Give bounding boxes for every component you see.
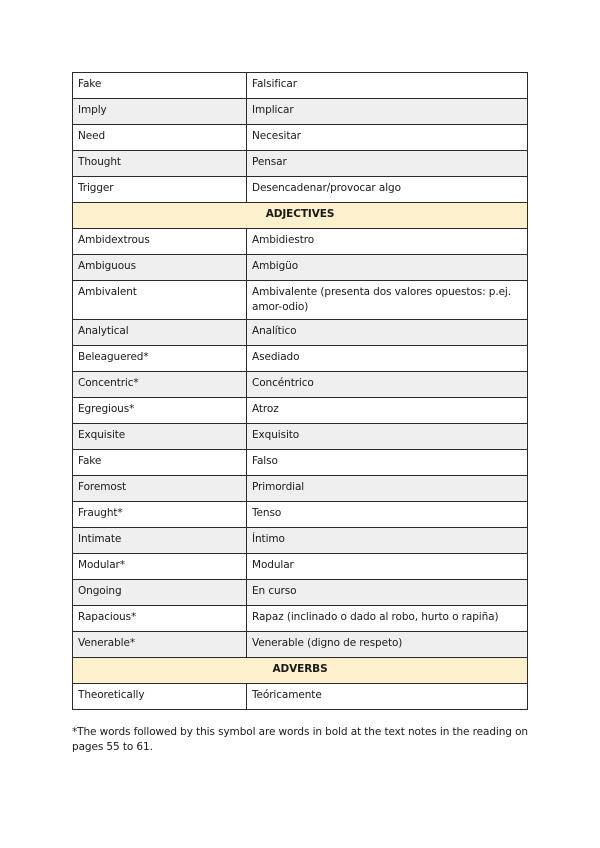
table-row — [73, 320, 528, 346]
spanish-translation: Ambivalente (presenta dos valores opuestos: p.ej. amor-odio) — [247, 281, 528, 320]
spanish-translation: Ambidiestro — [247, 229, 528, 255]
english-term: Ambivalent — [73, 281, 247, 320]
spanish-translation: Implicar — [247, 99, 528, 125]
table-row — [73, 502, 528, 528]
spanish-translation: Tenso — [247, 502, 528, 528]
spanish-translation: Falsificar — [247, 73, 528, 99]
table-row — [73, 125, 528, 151]
english-term: Ongoing — [73, 580, 247, 606]
english-term: Ambidextrous — [73, 229, 247, 255]
table-row — [73, 151, 528, 177]
table-row — [73, 177, 528, 203]
table-row — [73, 372, 528, 398]
spanish-translation: Analítico — [247, 320, 528, 346]
table-row — [73, 580, 528, 606]
english-term: Rapacious* — [73, 606, 247, 632]
english-term: Fake — [73, 450, 247, 476]
english-term: Theoretically — [73, 684, 247, 710]
spanish-translation: Necesitar — [247, 125, 528, 151]
english-term: Need — [73, 125, 247, 151]
table-row — [73, 255, 528, 281]
spanish-translation: Concéntrico — [247, 372, 528, 398]
english-term: Exquisite — [73, 424, 247, 450]
english-term: Egregious* — [73, 398, 247, 424]
spanish-translation: Modular — [247, 554, 528, 580]
table-row — [73, 476, 528, 502]
spanish-translation: Íntimo — [247, 528, 528, 554]
english-term: Fake — [73, 73, 247, 99]
spanish-translation: Asediado — [247, 346, 528, 372]
spanish-translation: Rapaz (inclinado o dado al robo, hurto o rapiña) — [247, 606, 528, 632]
section-header-row — [73, 658, 528, 684]
table-row — [73, 528, 528, 554]
spanish-translation: Exquisito — [247, 424, 528, 450]
footnote: *The words followed by this symbol are words in bold at the text notes in the reading on pages 55 to 61. — [72, 726, 528, 753]
table-row — [73, 281, 528, 320]
vocabulary-table-body — [73, 73, 528, 710]
spanish-translation: En curso — [247, 580, 528, 606]
table-row — [73, 398, 528, 424]
spanish-translation: Teóricamente — [247, 684, 528, 710]
spanish-translation: Atroz — [247, 398, 528, 424]
spanish-translation: Desencadenar/provocar algo — [247, 177, 528, 203]
english-term: Analytical — [73, 320, 247, 346]
table-row — [73, 606, 528, 632]
table-row — [73, 450, 528, 476]
english-term: Intimate — [73, 528, 247, 554]
vocabulary-table — [72, 72, 528, 710]
table-row — [73, 229, 528, 255]
table-row — [73, 554, 528, 580]
spanish-translation: Ambigüo — [247, 255, 528, 281]
english-term: Thought — [73, 151, 247, 177]
section-header-row — [73, 203, 528, 229]
section-header: ADJECTIVES — [73, 203, 528, 229]
spanish-translation: Pensar — [247, 151, 528, 177]
english-term: Ambiguous — [73, 255, 247, 281]
spanish-translation: Primordial — [247, 476, 528, 502]
table-row — [73, 424, 528, 450]
english-term: Fraught* — [73, 502, 247, 528]
table-row — [73, 632, 528, 658]
table-row — [73, 99, 528, 125]
english-term: Beleaguered* — [73, 346, 247, 372]
table-row — [73, 684, 528, 710]
spanish-translation: Falso — [247, 450, 528, 476]
english-term: Venerable* — [73, 632, 247, 658]
table-row — [73, 346, 528, 372]
section-header: ADVERBS — [73, 658, 528, 684]
spanish-translation: Venerable (digno de respeto) — [247, 632, 528, 658]
table-row — [73, 73, 528, 99]
english-term: Foremost — [73, 476, 247, 502]
english-term: Imply — [73, 99, 247, 125]
english-term: Trigger — [73, 177, 247, 203]
english-term: Modular* — [73, 554, 247, 580]
english-term: Concentric* — [73, 372, 247, 398]
